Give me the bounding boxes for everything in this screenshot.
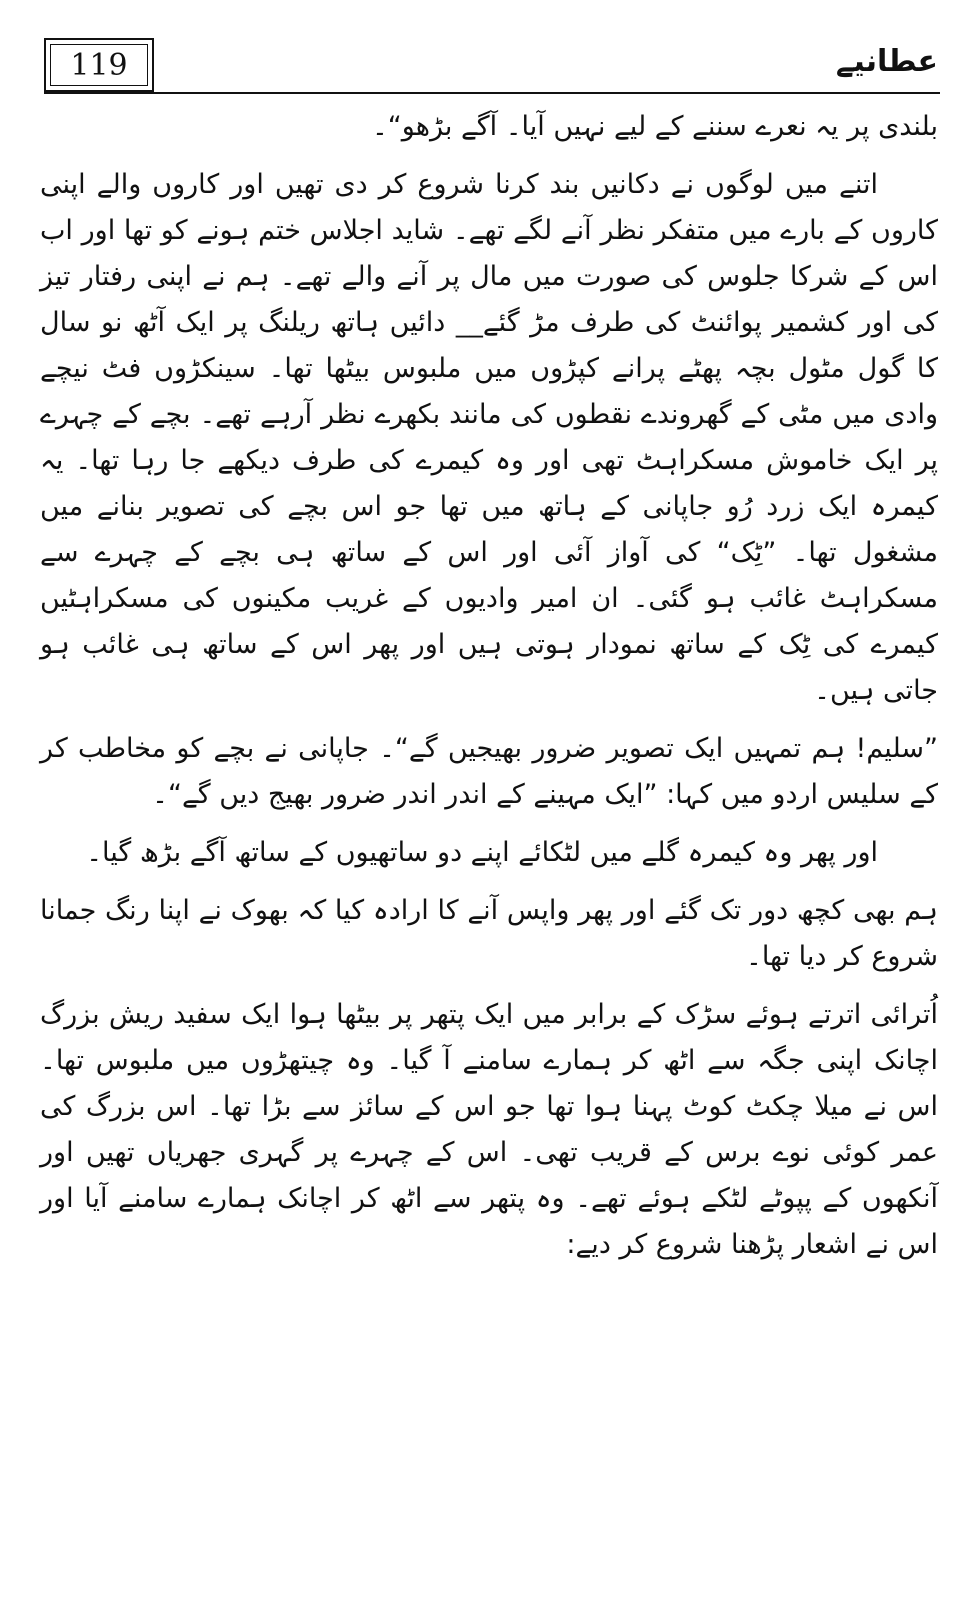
running-title: عطانیے [835,44,938,79]
header-rule [44,92,940,94]
paragraph-6: اُترائی اترتے ہوئے سڑک کے برابر میں ایک پتھر پر بیٹھا ہوا ایک سفید ریش بزرگ اچانک اپنی جگہ سے اٹھ کر ہمارے سامنے آ گیا۔ وہ چیتھڑوں میں ملبوس تھا۔ اس نے میلا چکٹ کوٹ پہنا ہوا تھا جو اس کے سائز سے بڑا تھا۔ اس بزرگ کی عمر کوئی نوے برس کے قریب تھی۔ اس کے چہرے پر گہری جھریاں تھیں اور آنکھوں کے پپوٹے لٹکے ہوئے تھے۔ وہ پتھر سے اٹھ کر اچانک ہمارے سامنے آیا اور اس نے اشعار پڑھنا شروع کر دیے: [40,999,938,1260]
paragraph-2: اتنے میں لوگوں نے دکانیں بند کرنا شروع کر دی تھیں اور کاروں والے اپنی کاروں کے بارے میں متفکر نظر آنے لگے تھے۔ شاید اجلاس ختم ہونے کو تھا اور اب اس کے شرکا جلوس کی صورت میں مال پر آنے والے تھے۔ ہم نے اپنی رفتار تیز کی اور کشمیر پوائنٹ کی طرف مڑ گئے__ دائیں ہاتھ ریلنگ پر ایک آٹھ نو سال کا گول مٹول بچہ پھٹے پرانے کپڑوں میں ملبوس بیٹھا تھا۔ سینکڑوں فٹ نیچے وادی میں مٹی کے گھروندے نقطوں کی مانند بکھرے نظر آرہے تھے۔ بچے کے چہرے پر ایک خاموش مسکراہٹ تھی اور وہ کیمرے کی طرف دیکھے جا رہا تھا۔ یہ کیمرہ ایک زرد رُو جاپانی کے ہاتھ میں تھا جو اس بچے کی تصویر بنانے میں مشغول تھا۔ ”ٹِک“ کی آواز آئی اور اس کے ساتھ ہی بچے کے چہرے سے مسکراہٹ غائب ہو گئی۔ ان امیر وادیوں کے غریب مکینوں کی مسکراہٹیں کیمرے کی ٹِک کے ساتھ نمودار ہوتی ہیں اور پھر اس کے ساتھ ہی غائب ہو جاتی ہیں۔ [40,169,938,706]
page-number: 119 [70,47,128,83]
paragraph-4: اور پھر وہ کیمرہ گلے میں لٹکائے اپنے دو ساتھیوں کے ساتھ آگے بڑھ گیا۔ [86,837,878,868]
paragraph-3: ”سلیم! ہم تمہیں ایک تصویر ضرور بھیجیں گے“۔ جاپانی نے بچے کو مخاطب کر کے سلیس اردو میں کہا: ”ایک مہینے کے اندر اندر ضرور بھیج دیں گے“۔ [40,733,938,810]
page-number-box [44,38,154,92]
paragraph-1: بلندی پر یہ نعرے سننے کے لیے نہیں آیا۔ آگے بڑھو“۔ [371,111,938,142]
body-text [40,104,938,1280]
paragraph-5: ہم بھی کچھ دور تک گئے اور پھر واپس آنے کا ارادہ کیا کہ بھوک نے اپنا رنگ جمانا شروع کر دیا تھا۔ [40,895,938,972]
